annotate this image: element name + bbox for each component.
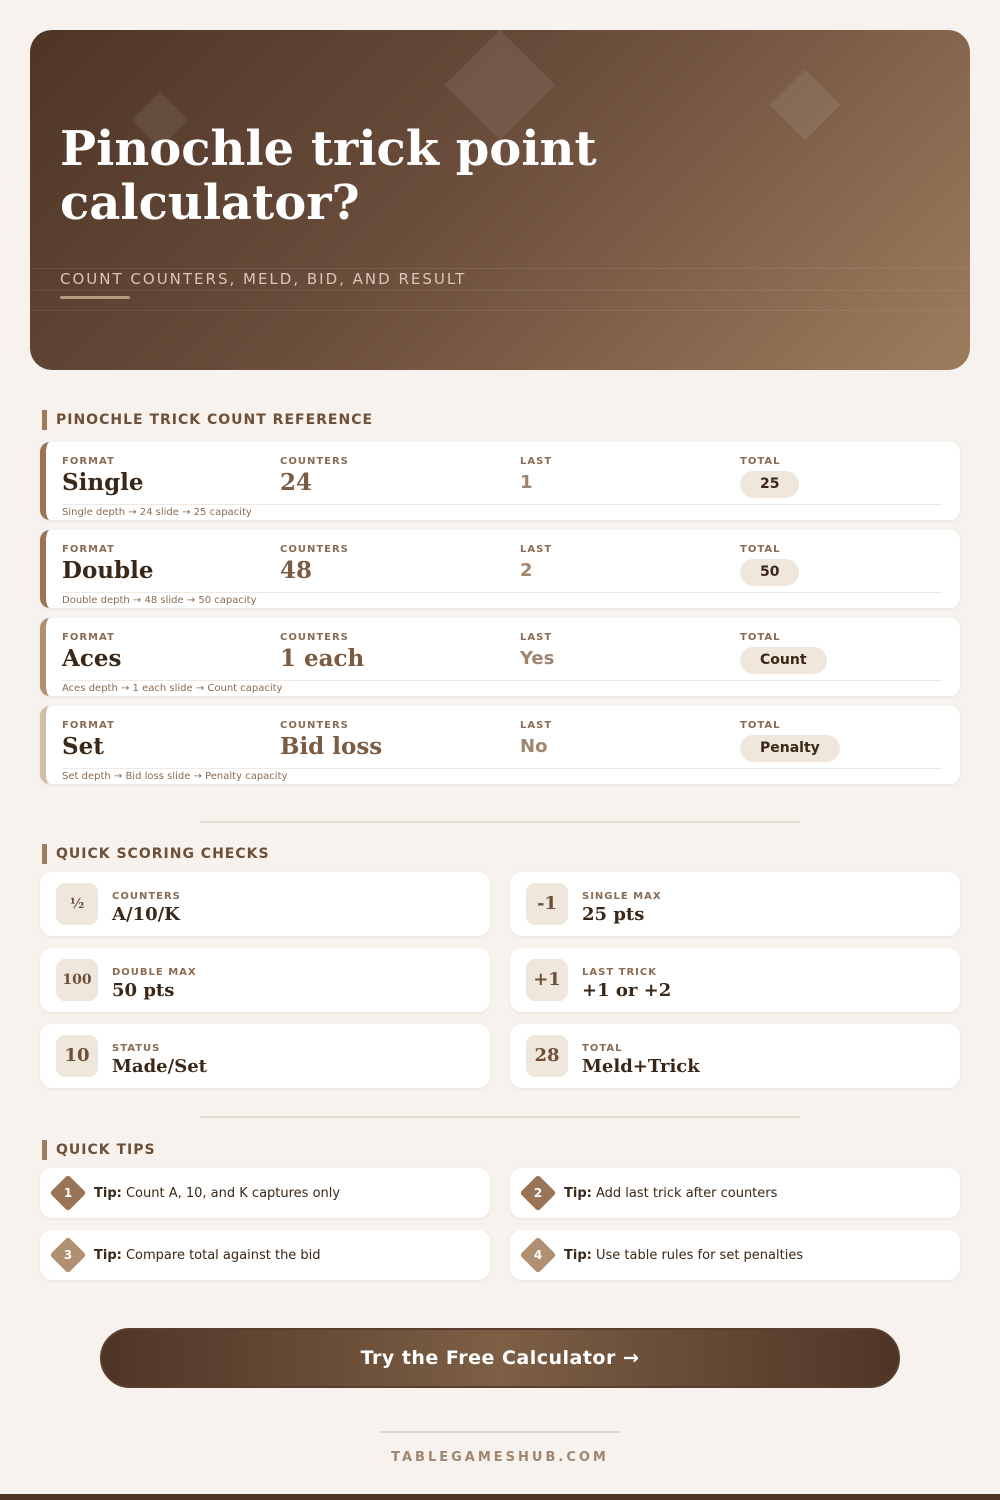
check-card — [40, 872, 490, 936]
check-label: LAST TRICK — [582, 967, 657, 978]
total-label: TOTAL — [740, 720, 781, 731]
section-divider — [200, 821, 800, 823]
check-value: Meld+Trick — [582, 1056, 700, 1077]
counters-label: COUNTERS — [280, 456, 349, 467]
row-note: Set depth → Bid loss slide → Penalty capacity — [62, 771, 288, 782]
check-icon: 10 — [56, 1035, 98, 1077]
decor-line — [30, 290, 970, 291]
counters-label: COUNTERS — [280, 632, 349, 643]
check-icon: ½ — [56, 883, 98, 925]
row-divider — [62, 680, 942, 681]
tip-card — [510, 1168, 960, 1218]
reference-row — [40, 530, 960, 608]
section-divider — [200, 1116, 800, 1118]
row-note: Single depth → 24 slide → 25 capacity — [62, 507, 252, 518]
section-title-reference: PINOCHLE TRICK COUNT REFERENCE — [42, 410, 373, 430]
check-label: COUNTERS — [112, 891, 181, 902]
bottom-bar — [0, 1494, 1000, 1500]
counters-value: 48 — [280, 557, 313, 584]
counters-value: Bid loss — [280, 733, 383, 760]
total-badge: Penalty — [740, 735, 840, 762]
reference-row — [40, 618, 960, 696]
counters-label: COUNTERS — [280, 544, 349, 555]
tip-card — [40, 1230, 490, 1280]
tip-text: Tip: Add last trick after counters — [564, 1186, 778, 1201]
counters-value: 24 — [280, 469, 313, 496]
last-value: 2 — [520, 560, 533, 581]
check-value: Made/Set — [112, 1056, 207, 1077]
title-underline — [60, 296, 130, 299]
check-card — [510, 872, 960, 936]
last-value: Yes — [520, 648, 555, 669]
check-icon: 28 — [526, 1035, 568, 1077]
reference-row — [40, 442, 960, 520]
total-label: TOTAL — [740, 544, 781, 555]
row-divider — [62, 768, 942, 769]
footer-site-name: TABLEGAMESHUB.COM — [391, 1450, 609, 1465]
row-divider — [62, 592, 942, 593]
check-card — [40, 1024, 490, 1088]
footer-divider — [380, 1431, 620, 1433]
check-value: A/10/K — [112, 904, 180, 925]
section-title-checks: QUICK SCORING CHECKS — [42, 844, 270, 864]
total-label: TOTAL — [740, 632, 781, 643]
last-label: LAST — [520, 456, 553, 467]
row-divider — [62, 504, 942, 505]
page-subtitle: COUNT COUNTERS, MELD, BID, AND RESULT — [60, 270, 467, 288]
tip-number-badge: 4 — [525, 1242, 551, 1268]
tip-number-badge: 2 — [525, 1180, 551, 1206]
last-label: LAST — [520, 544, 553, 555]
last-label: LAST — [520, 720, 553, 731]
check-icon: -1 — [526, 883, 568, 925]
format-label: FORMAT — [62, 456, 115, 467]
check-card — [510, 948, 960, 1012]
check-value: 25 pts — [582, 904, 645, 925]
check-value: 50 pts — [112, 980, 175, 1001]
check-card — [510, 1024, 960, 1088]
check-value: +1 or +2 — [582, 980, 672, 1001]
format-value: Set — [62, 733, 104, 760]
decor-line — [30, 268, 970, 269]
total-label: TOTAL — [740, 456, 781, 467]
counters-value: 1 each — [280, 645, 365, 672]
format-label: FORMAT — [62, 632, 115, 643]
format-label: FORMAT — [62, 544, 115, 555]
decor-line — [30, 310, 970, 311]
last-value: No — [520, 736, 548, 757]
counters-label: COUNTERS — [280, 720, 349, 731]
format-value: Double — [62, 557, 154, 584]
check-label: STATUS — [112, 1043, 161, 1054]
check-icon: 100 — [56, 959, 98, 1001]
decor-diamond — [770, 70, 841, 141]
last-label: LAST — [520, 632, 553, 643]
row-note: Double depth → 48 slide → 50 capacity — [62, 595, 257, 606]
format-label: FORMAT — [62, 720, 115, 731]
tip-number-badge: 1 — [55, 1180, 81, 1206]
tip-text: Tip: Use table rules for set penalties — [564, 1248, 804, 1263]
row-note: Aces depth → 1 each slide → Count capacity — [62, 683, 283, 694]
tip-text: Tip: Compare total against the bid — [94, 1248, 321, 1263]
reference-row — [40, 706, 960, 784]
tip-card — [40, 1168, 490, 1218]
check-icon: +1 — [526, 959, 568, 1001]
tip-number-badge: 3 — [55, 1242, 81, 1268]
format-value: Aces — [62, 645, 122, 672]
format-value: Single — [62, 469, 144, 496]
check-card — [40, 948, 490, 1012]
total-badge: 50 — [740, 559, 799, 586]
last-value: 1 — [520, 472, 533, 493]
section-title-tips: QUICK TIPS — [42, 1140, 156, 1160]
total-badge: Count — [740, 647, 827, 674]
page-title: Pinochle trick point calculator? — [60, 121, 597, 231]
check-label: DOUBLE MAX — [112, 967, 197, 978]
try-calculator-button[interactable]: Try the Free Calculator → — [100, 1328, 900, 1388]
tip-text: Tip: Count A, 10, and K captures only — [94, 1186, 341, 1201]
check-label: SINGLE MAX — [582, 891, 662, 902]
hero-banner — [30, 30, 970, 370]
total-badge: 25 — [740, 471, 799, 498]
check-label: TOTAL — [582, 1043, 623, 1054]
tip-card — [510, 1230, 960, 1280]
